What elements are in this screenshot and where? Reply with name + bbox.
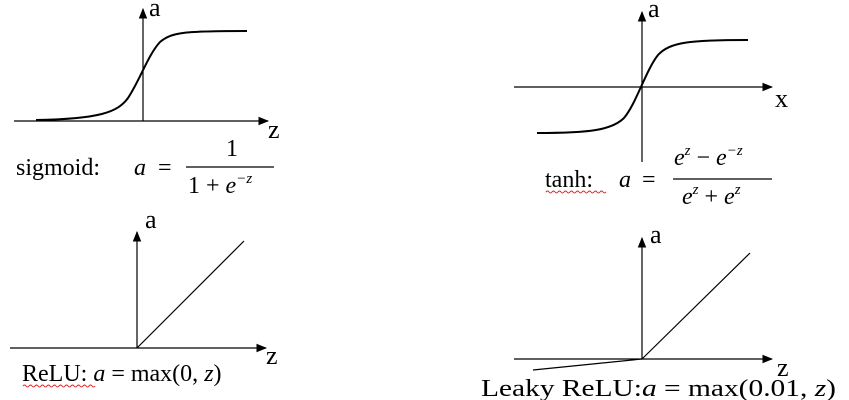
leaky-relu-panel — [481, 220, 836, 400]
tanh-y-label: a — [648, 0, 660, 23]
leaky-relu-positive-line — [642, 253, 750, 359]
relu-formula — [22, 361, 222, 387]
sigmoid-y-label: a — [149, 0, 161, 22]
tanh-formula-eq: = — [642, 167, 656, 193]
sigmoid-formula-eq: = — [158, 155, 172, 181]
tanh-denominator: $e^z + e^z$ — [682, 182, 741, 210]
relu-x-label: z — [266, 341, 278, 370]
relu-positive-line — [137, 241, 244, 348]
leaky-relu-x-label: z — [777, 353, 789, 382]
sigmoid-numerator: 1 — [226, 136, 238, 162]
tanh-panel — [514, 0, 788, 210]
leaky-relu-y-label: a — [650, 220, 662, 249]
sigmoid-formula-lhs: a — [134, 155, 146, 181]
relu-panel — [10, 205, 278, 387]
tanh-x-label: x — [775, 84, 788, 113]
tanh-numerator: $e^z - e^{-z}$ — [674, 143, 743, 171]
leaky-relu-formula: Leaky ReLU: a = max(0.01, z) — [481, 376, 835, 400]
sigmoid-panel — [14, 0, 280, 199]
sigmoid-x-label: z — [268, 115, 280, 144]
sigmoid-denominator: $1 + e^{-z}$ — [188, 171, 253, 199]
tanh-formula-lhs: a — [619, 167, 631, 193]
sigmoid-formula — [16, 136, 274, 199]
tanh-spellcheck-underline — [546, 191, 606, 193]
tanh-formula-name: tanh: — [545, 167, 593, 193]
relu-formula: ReLU: a = max(0, z) — [22, 361, 222, 387]
leaky-relu-formula — [481, 376, 836, 400]
relu-y-label: a — [145, 205, 157, 234]
leaky-relu-negative-line — [533, 359, 642, 370]
sigmoid-curve — [36, 31, 247, 120]
tanh-formula — [545, 143, 772, 210]
sigmoid-formula-name: sigmoid: — [16, 155, 101, 181]
